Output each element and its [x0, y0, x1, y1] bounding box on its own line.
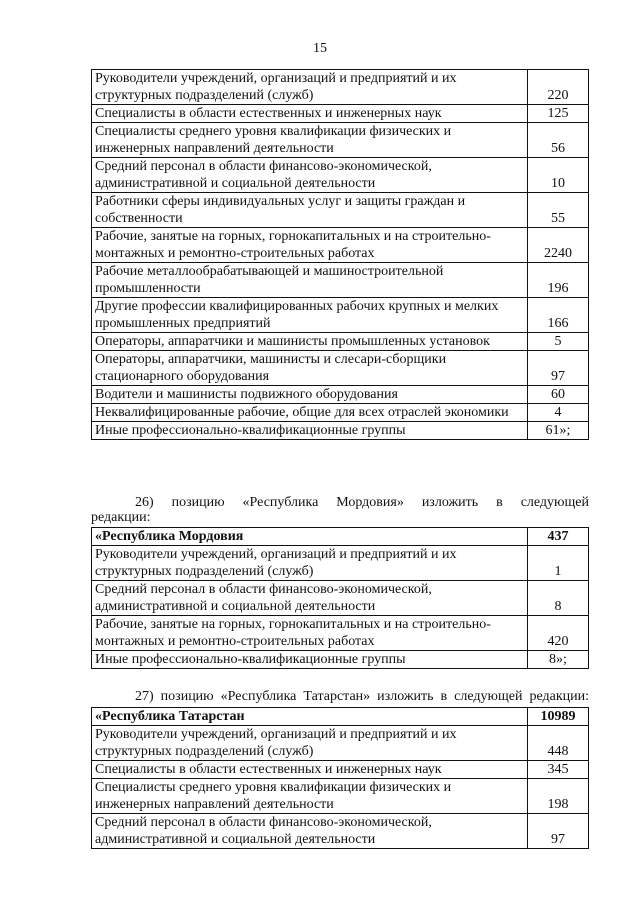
tatarstan-quota-table: [91, 707, 589, 849]
quota-value: 61»;: [528, 422, 589, 440]
profession-label: Специалисты в области естественных и инженерных наук: [92, 105, 528, 123]
profession-label: Руководители учреждений, организаций и предприятий и их структурных подразделений (служб): [92, 70, 528, 105]
profession-label: Средний персонал в области финансово-экономической, административной и социальной деятельности: [92, 581, 528, 616]
profession-label: Средний персонал в области финансово-экономической, административной и социальной деятельности: [92, 814, 528, 849]
quota-value: 97: [528, 814, 589, 849]
table-row: [92, 123, 589, 158]
profession-label: Специалисты в области естественных и инженерных наук: [92, 761, 528, 779]
quota-value: 2240: [528, 228, 589, 263]
profession-label: Специалисты среднего уровня квалификации физических и инженерных направлений деятельности: [92, 779, 528, 814]
table-row: [92, 779, 589, 814]
table-row: [92, 581, 589, 616]
table-row: [92, 298, 589, 333]
profession-quota-table-continued: [91, 69, 589, 440]
region-header-row: [92, 708, 589, 726]
quota-value: 8»;: [528, 651, 589, 669]
instruction-26: [91, 495, 589, 525]
profession-label: Операторы, аппаратчики и машинисты промышленных установок: [92, 333, 528, 351]
quota-value: 55: [528, 193, 589, 228]
instruction-27-text: 27) позицию «Республика Татарстан» изложить в следующей редакции:: [135, 689, 589, 704]
profession-label: Руководители учреждений, организаций и предприятий и их структурных подразделений (служб): [92, 546, 528, 581]
profession-label: Другие профессии квалифицированных рабочих крупных и мелких промышленных предприятий: [92, 298, 528, 333]
table-row: [92, 228, 589, 263]
quota-value: 198: [528, 779, 589, 814]
table-row: [92, 386, 589, 404]
profession-label: Водители и машинисты подвижного оборудования: [92, 386, 528, 404]
quota-value: 166: [528, 298, 589, 333]
quota-value: 220: [528, 70, 589, 105]
quota-value: 4: [528, 404, 589, 422]
quota-value: 97: [528, 351, 589, 386]
instruction-26-line2: редакции:: [91, 510, 151, 525]
profession-label: Работники сферы индивидуальных услуг и защиты граждан и собственности: [92, 193, 528, 228]
profession-label: Иные профессионально-квалификационные группы: [92, 422, 528, 440]
quota-value: 8: [528, 581, 589, 616]
table-row: [92, 70, 589, 105]
table-row: [92, 546, 589, 581]
profession-label: Рабочие, занятые на горных, горнокапитальных и на строительно-монтажных и ремонтно-строительных работах: [92, 228, 528, 263]
quota-value: 1: [528, 546, 589, 581]
table-row: [92, 422, 589, 440]
region-total: 437: [528, 528, 589, 546]
profession-label: Специалисты среднего уровня квалификации физических и инженерных направлений деятельности: [92, 123, 528, 158]
table-row: [92, 814, 589, 849]
table-row: [92, 333, 589, 351]
profession-label: Рабочие, занятые на горных, горнокапитальных и на строительно-монтажных и ремонтно-строительных работах: [92, 616, 528, 651]
table-row: [92, 726, 589, 761]
profession-label: Руководители учреждений, организаций и предприятий и их структурных подразделений (служб): [92, 726, 528, 761]
mordovia-quota-table: [91, 527, 589, 669]
profession-label: Неквалифицированные рабочие, общие для всех отраслей экономики: [92, 404, 528, 422]
region-total: 10989: [528, 708, 589, 726]
profession-label: Иные профессионально-квалификационные группы: [92, 651, 528, 669]
quota-value: 5: [528, 333, 589, 351]
table-row: [92, 351, 589, 386]
quota-value: 56: [528, 123, 589, 158]
region-name: «Республика Мордовия: [92, 528, 528, 546]
table-row: [92, 616, 589, 651]
table-row: [92, 158, 589, 193]
quota-value: 10: [528, 158, 589, 193]
quota-value: 345: [528, 761, 589, 779]
quota-value: 196: [528, 263, 589, 298]
quota-value: 448: [528, 726, 589, 761]
table-row: [92, 651, 589, 669]
table-row: [92, 105, 589, 123]
table-row: [92, 404, 589, 422]
region-name: «Республика Татарстан: [92, 708, 528, 726]
table-row: [92, 263, 589, 298]
profession-label: Рабочие металлообрабатывающей и машиностроительной промышленности: [92, 263, 528, 298]
table-row: [92, 193, 589, 228]
profession-label: Средний персонал в области финансово-экономической, административной и социальной деятельности: [92, 158, 528, 193]
instruction-27: [91, 689, 589, 704]
quota-value: 125: [528, 105, 589, 123]
quota-value: 420: [528, 616, 589, 651]
table-row: [92, 761, 589, 779]
instruction-26-line1: 26) позицию «Республика Мордовия» изложить в следующей: [135, 495, 589, 510]
region-header-row: [92, 528, 589, 546]
page-number: 15: [313, 41, 327, 56]
quota-value: 60: [528, 386, 589, 404]
profession-label: Операторы, аппаратчики, машинисты и слесари-сборщики стационарного оборудования: [92, 351, 528, 386]
